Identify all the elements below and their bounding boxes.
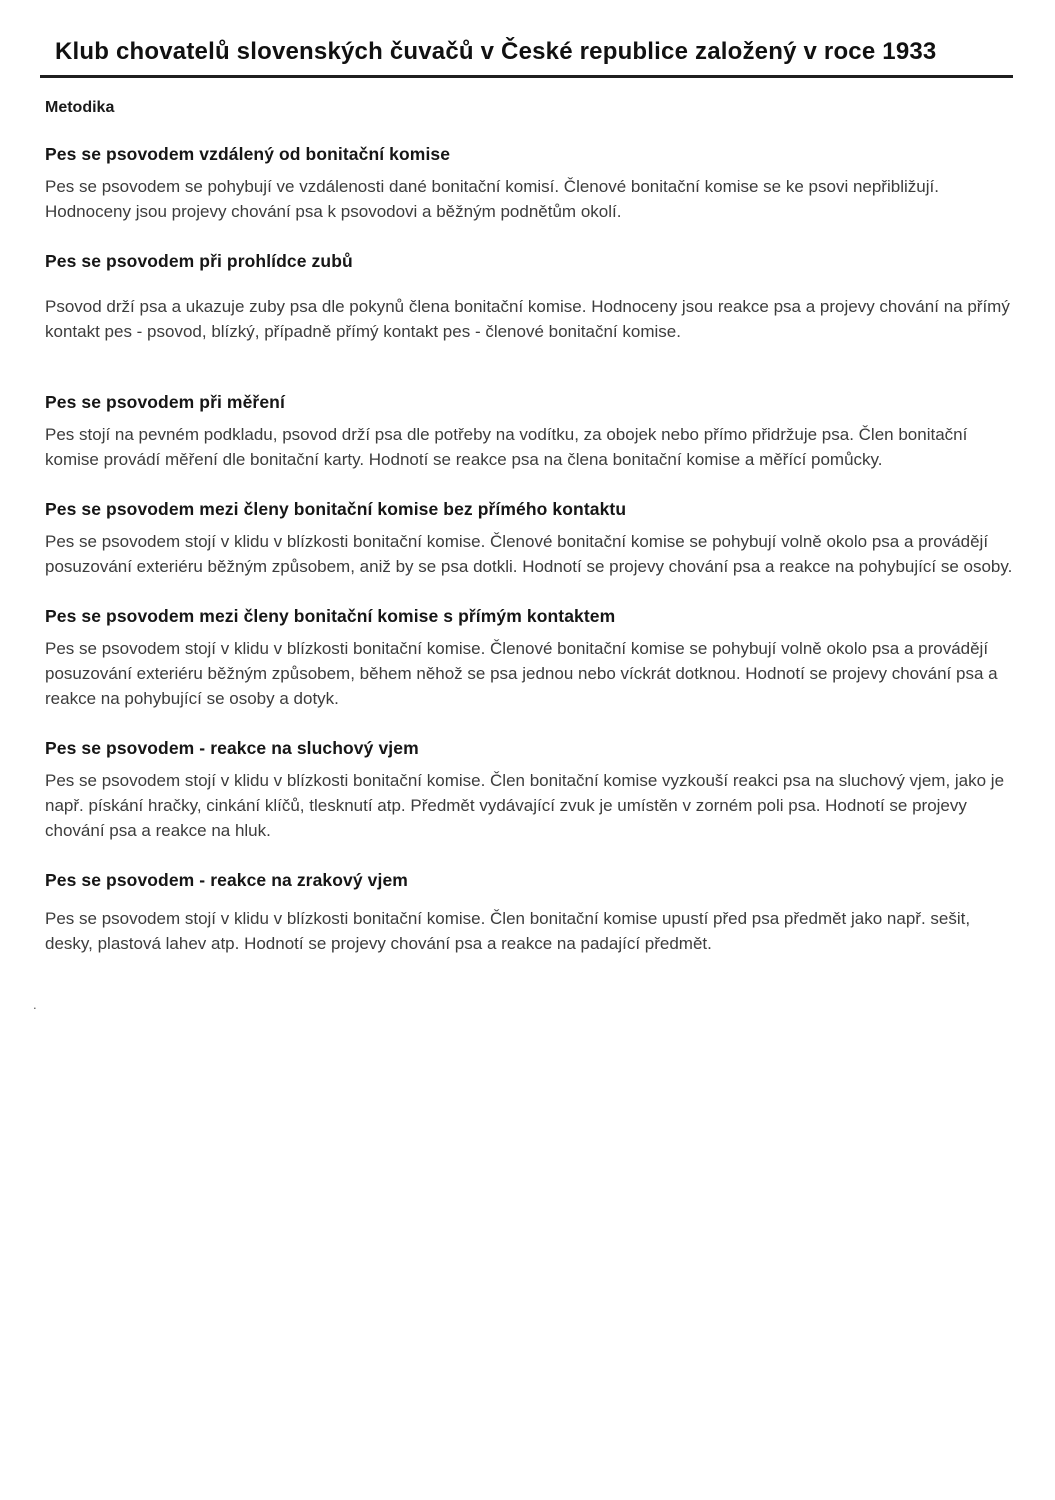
section-body: Pes stojí na pevném podkladu, psovod drží psa dle potřeby na vodítku, za obojek nebo přímo přidržuje psa. Člen bonitační komise provádí měření dle bonitační karty. Hodnotí se reakce psa na člena bonitační komise a měřící pomůcky. xyxy=(45,425,968,469)
stray-period-mark: . xyxy=(33,997,37,1012)
section-no-direct-contact xyxy=(45,499,1013,579)
section-heading: Pes se psovodem při prohlídce zubů xyxy=(45,251,353,271)
section-measuring xyxy=(45,392,1013,472)
section-heading: Pes se psovodem - reakce na sluchový vjem xyxy=(45,738,419,758)
section-distant-from-commission xyxy=(45,144,1013,224)
page-title: Klub chovatelů slovenských čuvačů v České republice založený v roce 1933 xyxy=(40,38,1013,78)
section-auditory-stimulus xyxy=(45,738,1013,843)
subtitle-metodika: Metodika xyxy=(45,99,115,116)
section-heading: Pes se psovodem při měření xyxy=(45,392,285,412)
section-teeth-inspection xyxy=(45,251,1013,344)
section-body: Pes se psovodem stojí v klidu v blízkosti bonitační komise. Člen bonitační komise upustí před psa předmět jako např. sešit, desky, plastová lahev atp. Hodnotí se projevy chování psa a reakce na padající předmět. xyxy=(45,909,971,953)
section-body: Pes se psovodem stojí v klidu v blízkosti bonitační komise. Členové bonitační komise se pohybují volně okolo psa a provádějí posuzování exteriéru běžným způsobem, během něhož se psa jednou nebo víckrát dotknou. Hodnotí se projevy chování psa a reakce na pohybující se osoby a dotyk. xyxy=(45,639,998,708)
section-body: Pes se psovodem stojí v klidu v blízkosti bonitační komise. Členové bonitační komise se pohybují volně okolo psa a provádějí posuzování exteriéru běžným způsobem, aniž by se psa dotkli. Hodnotí se projevy chování psa a reakce na pohybující se osoby. xyxy=(45,532,1013,576)
section-visual-stimulus xyxy=(45,870,1013,956)
section-heading: Pes se psovodem mezi členy bonitační komise s přímým kontaktem xyxy=(45,606,616,626)
section-heading: Pes se psovodem - reakce na zrakový vjem xyxy=(45,870,408,890)
section-body: Psovod drží psa a ukazuje zuby psa dle pokynů člena bonitační komise. Hodnoceny jsou reakce psa a projevy chování na přímý kontakt pes - psovod, blízký, případně přímý kontakt pes - členové bonitační komise. xyxy=(45,297,1010,341)
section-direct-contact xyxy=(45,606,1013,711)
section-body: Pes se psovodem se pohybují ve vzdálenosti dané bonitační komisí. Členové bonitační komise se ke psovi nepřibližují. Hodnoceny jsou projevy chování psa k psovodovi a běžným podnětům okolí. xyxy=(45,177,939,221)
section-body: Pes se psovodem stojí v klidu v blízkosti bonitační komise. Člen bonitační komise vyzkouší reakci psa na sluchový vjem, jako je např. pískání hračky, cinkání klíčů, tlesknutí atp. Předmět vydávající zvuk je umístěn v zorném poli psa. Hodnotí se projevy chování psa a reakce na hluk. xyxy=(45,771,1005,840)
section-heading: Pes se psovodem vzdálený od bonitační komise xyxy=(45,144,451,164)
section-heading: Pes se psovodem mezi členy bonitační komise bez přímého kontaktu xyxy=(45,499,627,519)
